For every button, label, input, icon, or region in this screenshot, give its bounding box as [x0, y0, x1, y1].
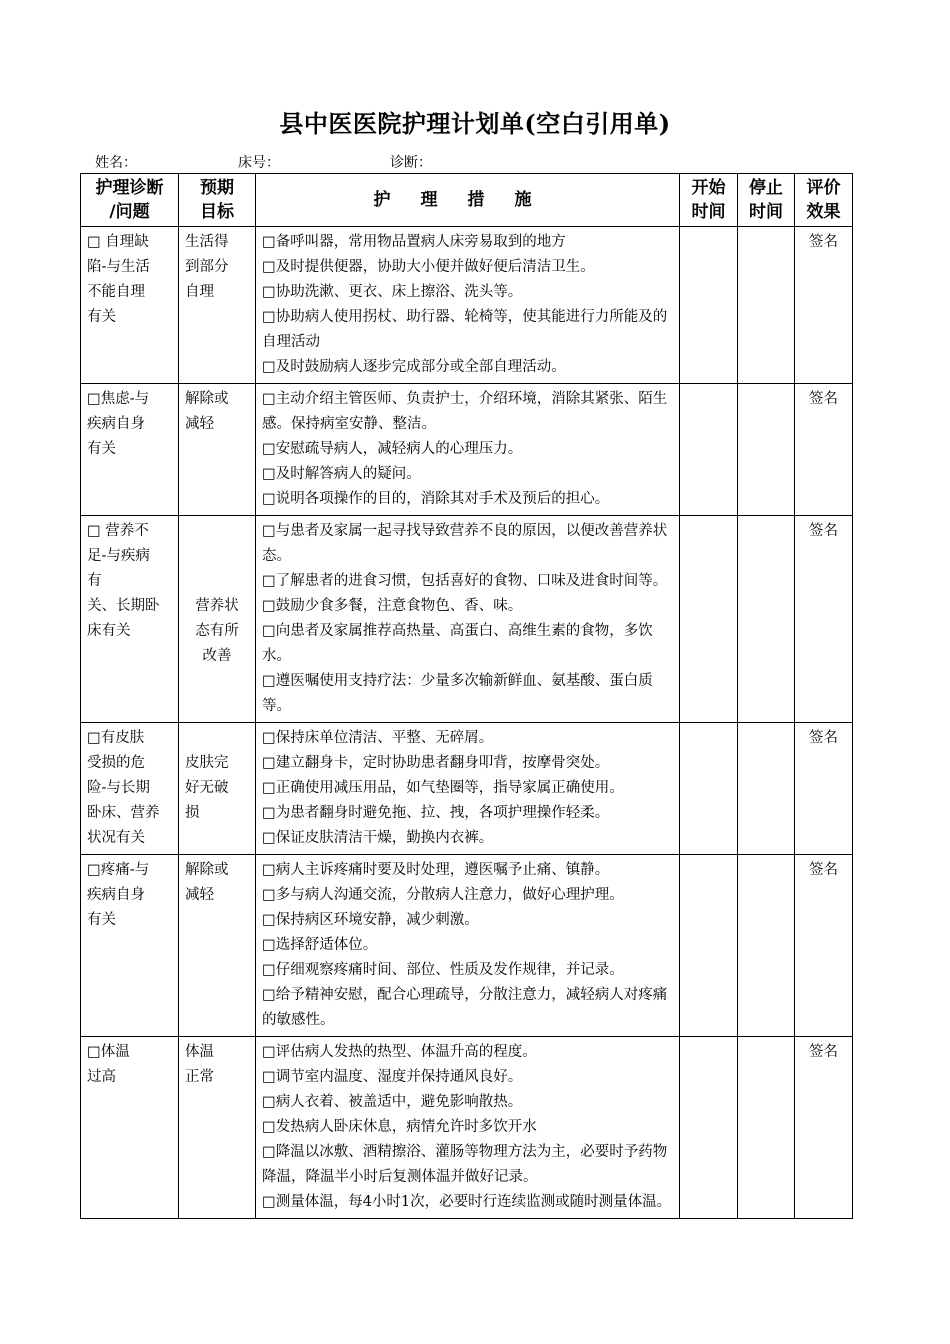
stop-time-cell [738, 227, 795, 384]
measure-item: □给予精神安慰，配合心理疏导，分散注意力，减轻病人对疼痛的敏感性。 [262, 987, 668, 1028]
name-label: 姓名： [95, 155, 137, 171]
table-row [81, 384, 853, 516]
table-row [81, 516, 853, 723]
measure-item: □发热病人卧床休息，病情允许时多饮开水 [262, 1119, 537, 1135]
measure-item: □及时解答病人的疑问。 [262, 466, 421, 482]
nursing-measures-cell [256, 855, 680, 1037]
header-start-time: 开始 时间 [680, 174, 738, 227]
measure-item: □降温以冰敷、酒精擦浴、灌肠等物理方法为主，必要时予药物降温，降温半小时后复测体温并做好记录。 [262, 1144, 668, 1185]
measure-item: □为患者翻身时避免拖、拉、拽，各项护理操作轻柔。 [262, 805, 610, 821]
header-goal: 预期 目标 [179, 174, 256, 227]
measure-item: □正确使用减压用品，如气垫圈等，指导家属正确使用。 [262, 780, 624, 796]
measure-item: □调节室内温度、湿度并保持通风良好。 [262, 1069, 523, 1085]
table-row [81, 723, 853, 855]
measure-item: □协助洗漱、更衣、床上擦浴、洗头等。 [262, 284, 523, 300]
start-time-cell [680, 855, 738, 1037]
start-time-cell [680, 723, 738, 855]
measure-item: □保证皮肤清洁干燥，勤换内衣裤。 [262, 830, 494, 846]
nursing-diagnosis-cell: □有皮肤 受损的危 险-与长期 卧床、营养 状况有关 [81, 723, 179, 855]
measure-item: □备呼叫器，常用物品置病人床旁易取到的地方 [262, 234, 566, 250]
expected-goal-cell: 生活得 到部分 自理 [179, 227, 256, 384]
measure-item: □向患者及家属推荐高热量、高蛋白、高维生素的食物，多饮水。 [262, 623, 653, 664]
measure-item: □评估病人发热的热型、体温升高的程度。 [262, 1044, 537, 1060]
nursing-diagnosis-cell: □ 自理缺 陷-与生活 不能自理 有关 [81, 227, 179, 384]
nursing-diagnosis-cell: □体温 过高 [81, 1037, 179, 1219]
nursing-measures-cell [256, 227, 680, 384]
evaluation-signature-cell: 签名 [795, 227, 853, 384]
measure-item: □选择舒适体位。 [262, 937, 378, 953]
stop-time-cell [738, 723, 795, 855]
start-time-cell [680, 516, 738, 723]
bed-label: 床号： [238, 155, 280, 171]
expected-goal-cell: 营养状 态有所 改善 [179, 516, 256, 723]
header-stop-time: 停止 时间 [738, 174, 795, 227]
header-measures: 护理措施 [256, 174, 680, 227]
start-time-cell [680, 1037, 738, 1219]
measure-item: □建立翻身卡，定时协助患者翻身叩背，按摩骨突处。 [262, 755, 610, 771]
stop-time-cell [738, 1037, 795, 1219]
measure-item: □鼓励少食多餐，注意食物色、香、味。 [262, 598, 523, 614]
stop-time-cell [738, 855, 795, 1037]
evaluation-signature-cell: 签名 [795, 723, 853, 855]
measure-item: □安慰疏导病人，减轻病人的心理压力。 [262, 441, 523, 457]
evaluation-signature-cell: 签名 [795, 855, 853, 1037]
measure-item: □遵医嘱使用支持疗法：少量多次输新鲜血、氨基酸、蛋白质等。 [262, 673, 653, 714]
measure-item: □说明各项操作的目的，消除其对手术及预后的担心。 [262, 491, 610, 507]
expected-goal-cell: 体温 正常 [179, 1037, 256, 1219]
evaluation-signature-cell: 签名 [795, 384, 853, 516]
nursing-measures-cell [256, 516, 680, 723]
table-row [81, 227, 853, 384]
evaluation-signature-cell: 签名 [795, 1037, 853, 1219]
table-header-row [81, 174, 853, 227]
header-evaluation: 评价 效果 [795, 174, 853, 227]
nursing-diagnosis-cell: □焦虑-与 疾病自身 有关 [81, 384, 179, 516]
stop-time-cell [738, 516, 795, 723]
measure-item: □病人主诉疼痛时要及时处理，遵医嘱予止痛、镇静。 [262, 862, 610, 878]
document-title: 县中医医院护理计划单(空白引用单) [279, 109, 671, 138]
evaluation-signature-cell: 签名 [795, 516, 853, 723]
start-time-cell [680, 384, 738, 516]
measure-item: □保持床单位清洁、平整、无碎屑。 [262, 730, 494, 746]
expected-goal-cell: 皮肤完 好无破 损 [179, 723, 256, 855]
nursing-diagnosis-cell: □疼痛-与 疾病自身 有关 [81, 855, 179, 1037]
stop-time-cell [738, 384, 795, 516]
nursing-measures-cell [256, 1037, 680, 1219]
table-row [81, 855, 853, 1037]
start-time-cell [680, 227, 738, 384]
measure-item: □仔细观察疼痛时间、部位、性质及发作规律，并记录。 [262, 962, 624, 978]
nursing-diagnosis-cell: □ 营养不 足-与疾病 有 关、长期卧 床有关 [81, 516, 179, 723]
measure-item: □病人衣着、被盖适中，避免影响散热。 [262, 1094, 523, 1110]
measure-item: □及时提供便器，协助大小便并做好便后清洁卫生。 [262, 259, 595, 275]
table-row [81, 1037, 853, 1219]
measure-item: □多与病人沟通交流，分散病人注意力，做好心理护理。 [262, 887, 624, 903]
header-diagnosis: 护理诊断 /问题 [81, 174, 179, 227]
measure-item: □测量体温，每4小时1次，必要时行连续监测或随时测量体温。 [262, 1194, 672, 1210]
nursing-measures-cell [256, 723, 680, 855]
measure-item: □与患者及家属一起寻找导致营养不良的原因，以便改善营养状态。 [262, 523, 668, 564]
nursing-measures-cell [256, 384, 680, 516]
measure-item: □协助病人使用拐杖、助行器、轮椅等，使其能进行力所能及的自理活动 [262, 309, 668, 350]
measure-item: □了解患者的进食习惯，包括喜好的食物、口味及进食时间等。 [262, 573, 668, 589]
nursing-plan-table [80, 173, 853, 1219]
measure-item: □主动介绍主管医师、负责护士，介绍环境，消除其紧张、陌生感。保持病室安静、整洁。 [262, 391, 668, 432]
measure-item: □及时鼓励病人逐步完成部分或全部自理活动。 [262, 359, 566, 375]
expected-goal-cell: 解除或 减轻 [179, 384, 256, 516]
measure-item: □保持病区环境安静，减少刺激。 [262, 912, 479, 928]
expected-goal-cell: 解除或 减轻 [179, 855, 256, 1037]
diagnosis-label: 诊断： [390, 155, 432, 171]
